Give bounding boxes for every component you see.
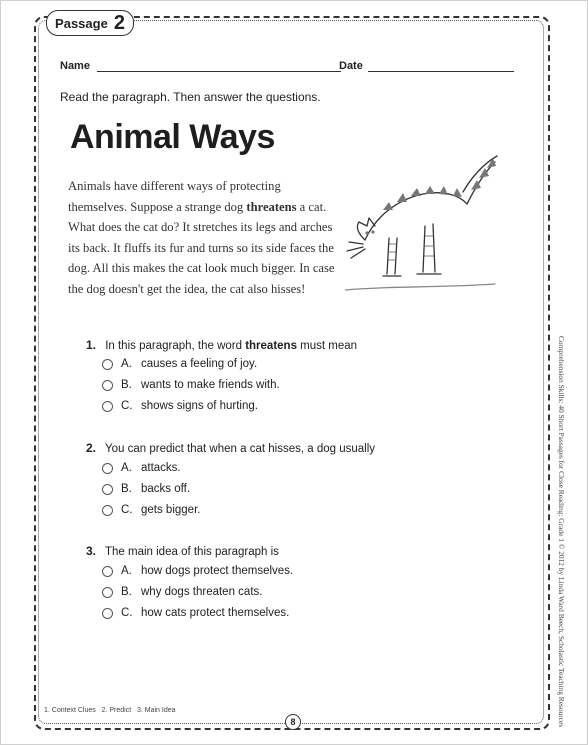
- date-row: [339, 60, 514, 72]
- option-letter: C.: [121, 504, 133, 516]
- option-1a[interactable]: [102, 358, 257, 370]
- option-text: shows signs of hurting.: [141, 400, 258, 412]
- passage-tab: [46, 10, 134, 36]
- question-text: You can predict that when a cat hisses, a dog usually: [105, 443, 375, 455]
- option-text: wants to make friends with.: [141, 379, 280, 391]
- question-number: 1.: [86, 338, 97, 352]
- option-3a[interactable]: [102, 565, 293, 577]
- passage-label: Passage: [55, 15, 108, 31]
- option-letter: A.: [121, 358, 132, 370]
- option-text: how dogs protect themselves.: [141, 565, 294, 577]
- radio-circle[interactable]: [102, 566, 113, 577]
- radio-circle[interactable]: [102, 587, 113, 598]
- date-label: Date: [339, 60, 363, 72]
- option-letter: B.: [121, 483, 132, 495]
- question-number: 2.: [86, 441, 97, 455]
- option-text: why dogs threaten cats.: [141, 586, 263, 598]
- paragraph-bold-word: threatens: [246, 199, 297, 214]
- option-letter: A.: [121, 565, 132, 577]
- option-2c[interactable]: [102, 504, 200, 516]
- option-text: backs off.: [141, 483, 191, 495]
- option-text: attacks.: [141, 462, 181, 474]
- name-row: [60, 60, 341, 72]
- option-letter: C.: [121, 400, 133, 412]
- question-text: The main idea of this paragraph is: [105, 546, 279, 558]
- option-1c[interactable]: [102, 400, 258, 412]
- option-2a[interactable]: [102, 462, 181, 474]
- radio-circle[interactable]: [102, 401, 113, 412]
- option-letter: B.: [121, 586, 132, 598]
- radio-circle[interactable]: [102, 608, 113, 619]
- name-field[interactable]: [97, 61, 341, 72]
- option-text: how cats protect themselves.: [141, 607, 290, 619]
- date-field[interactable]: [368, 61, 514, 72]
- question-3: [86, 544, 279, 558]
- question-number: 3.: [86, 544, 97, 558]
- instructions: Read the paragraph. Then answer the questions.: [60, 90, 321, 104]
- radio-circle[interactable]: [102, 463, 113, 474]
- option-3b[interactable]: [102, 586, 262, 598]
- option-1b[interactable]: [102, 379, 280, 391]
- paragraph-text-2: a cat. What does the cat do? It stretches its legs and arches its back. It fluffs its fur and turns so its side faces the dog. All this makes the cat look much bigger. In case the dog doesn't get the idea, the cat also hisses!: [68, 199, 335, 296]
- arched-cat-illustration: [345, 148, 505, 298]
- reading-paragraph: [68, 176, 336, 299]
- option-letter: C.: [121, 607, 133, 619]
- option-2b[interactable]: [102, 483, 190, 495]
- question-1: [86, 338, 357, 352]
- option-text: gets bigger.: [141, 504, 201, 516]
- option-text: causes a feeling of joy.: [141, 358, 258, 370]
- radio-circle[interactable]: [102, 380, 113, 391]
- passage-number: 2: [113, 11, 125, 34]
- option-3c[interactable]: [102, 607, 289, 619]
- question-text-2: must mean: [296, 340, 358, 352]
- skills-footer: 1. Context Clues 2. Predict 3. Main Idea: [44, 707, 176, 714]
- option-letter: A.: [121, 462, 132, 474]
- name-label: Name: [60, 60, 90, 72]
- option-letter: B.: [121, 379, 132, 391]
- page-title: Animal Ways: [70, 118, 275, 156]
- question-text-1: In this paragraph, the word: [105, 340, 246, 352]
- page-number: 8: [285, 714, 301, 730]
- paragraph-text-1: Animals have different ways of protecting themselves. Suppose a strange dog: [68, 179, 281, 214]
- question-2: [86, 441, 375, 455]
- question-bold-word: threatens: [245, 340, 297, 352]
- radio-circle[interactable]: [102, 359, 113, 370]
- side-credit: Comprehension Skills: 40 Short Passages for Close Reading: Grade 1 © 2012 by Linda Ward Beech, Scholastic Teaching Resources: [557, 336, 566, 728]
- radio-circle[interactable]: [102, 484, 113, 495]
- radio-circle[interactable]: [102, 505, 113, 516]
